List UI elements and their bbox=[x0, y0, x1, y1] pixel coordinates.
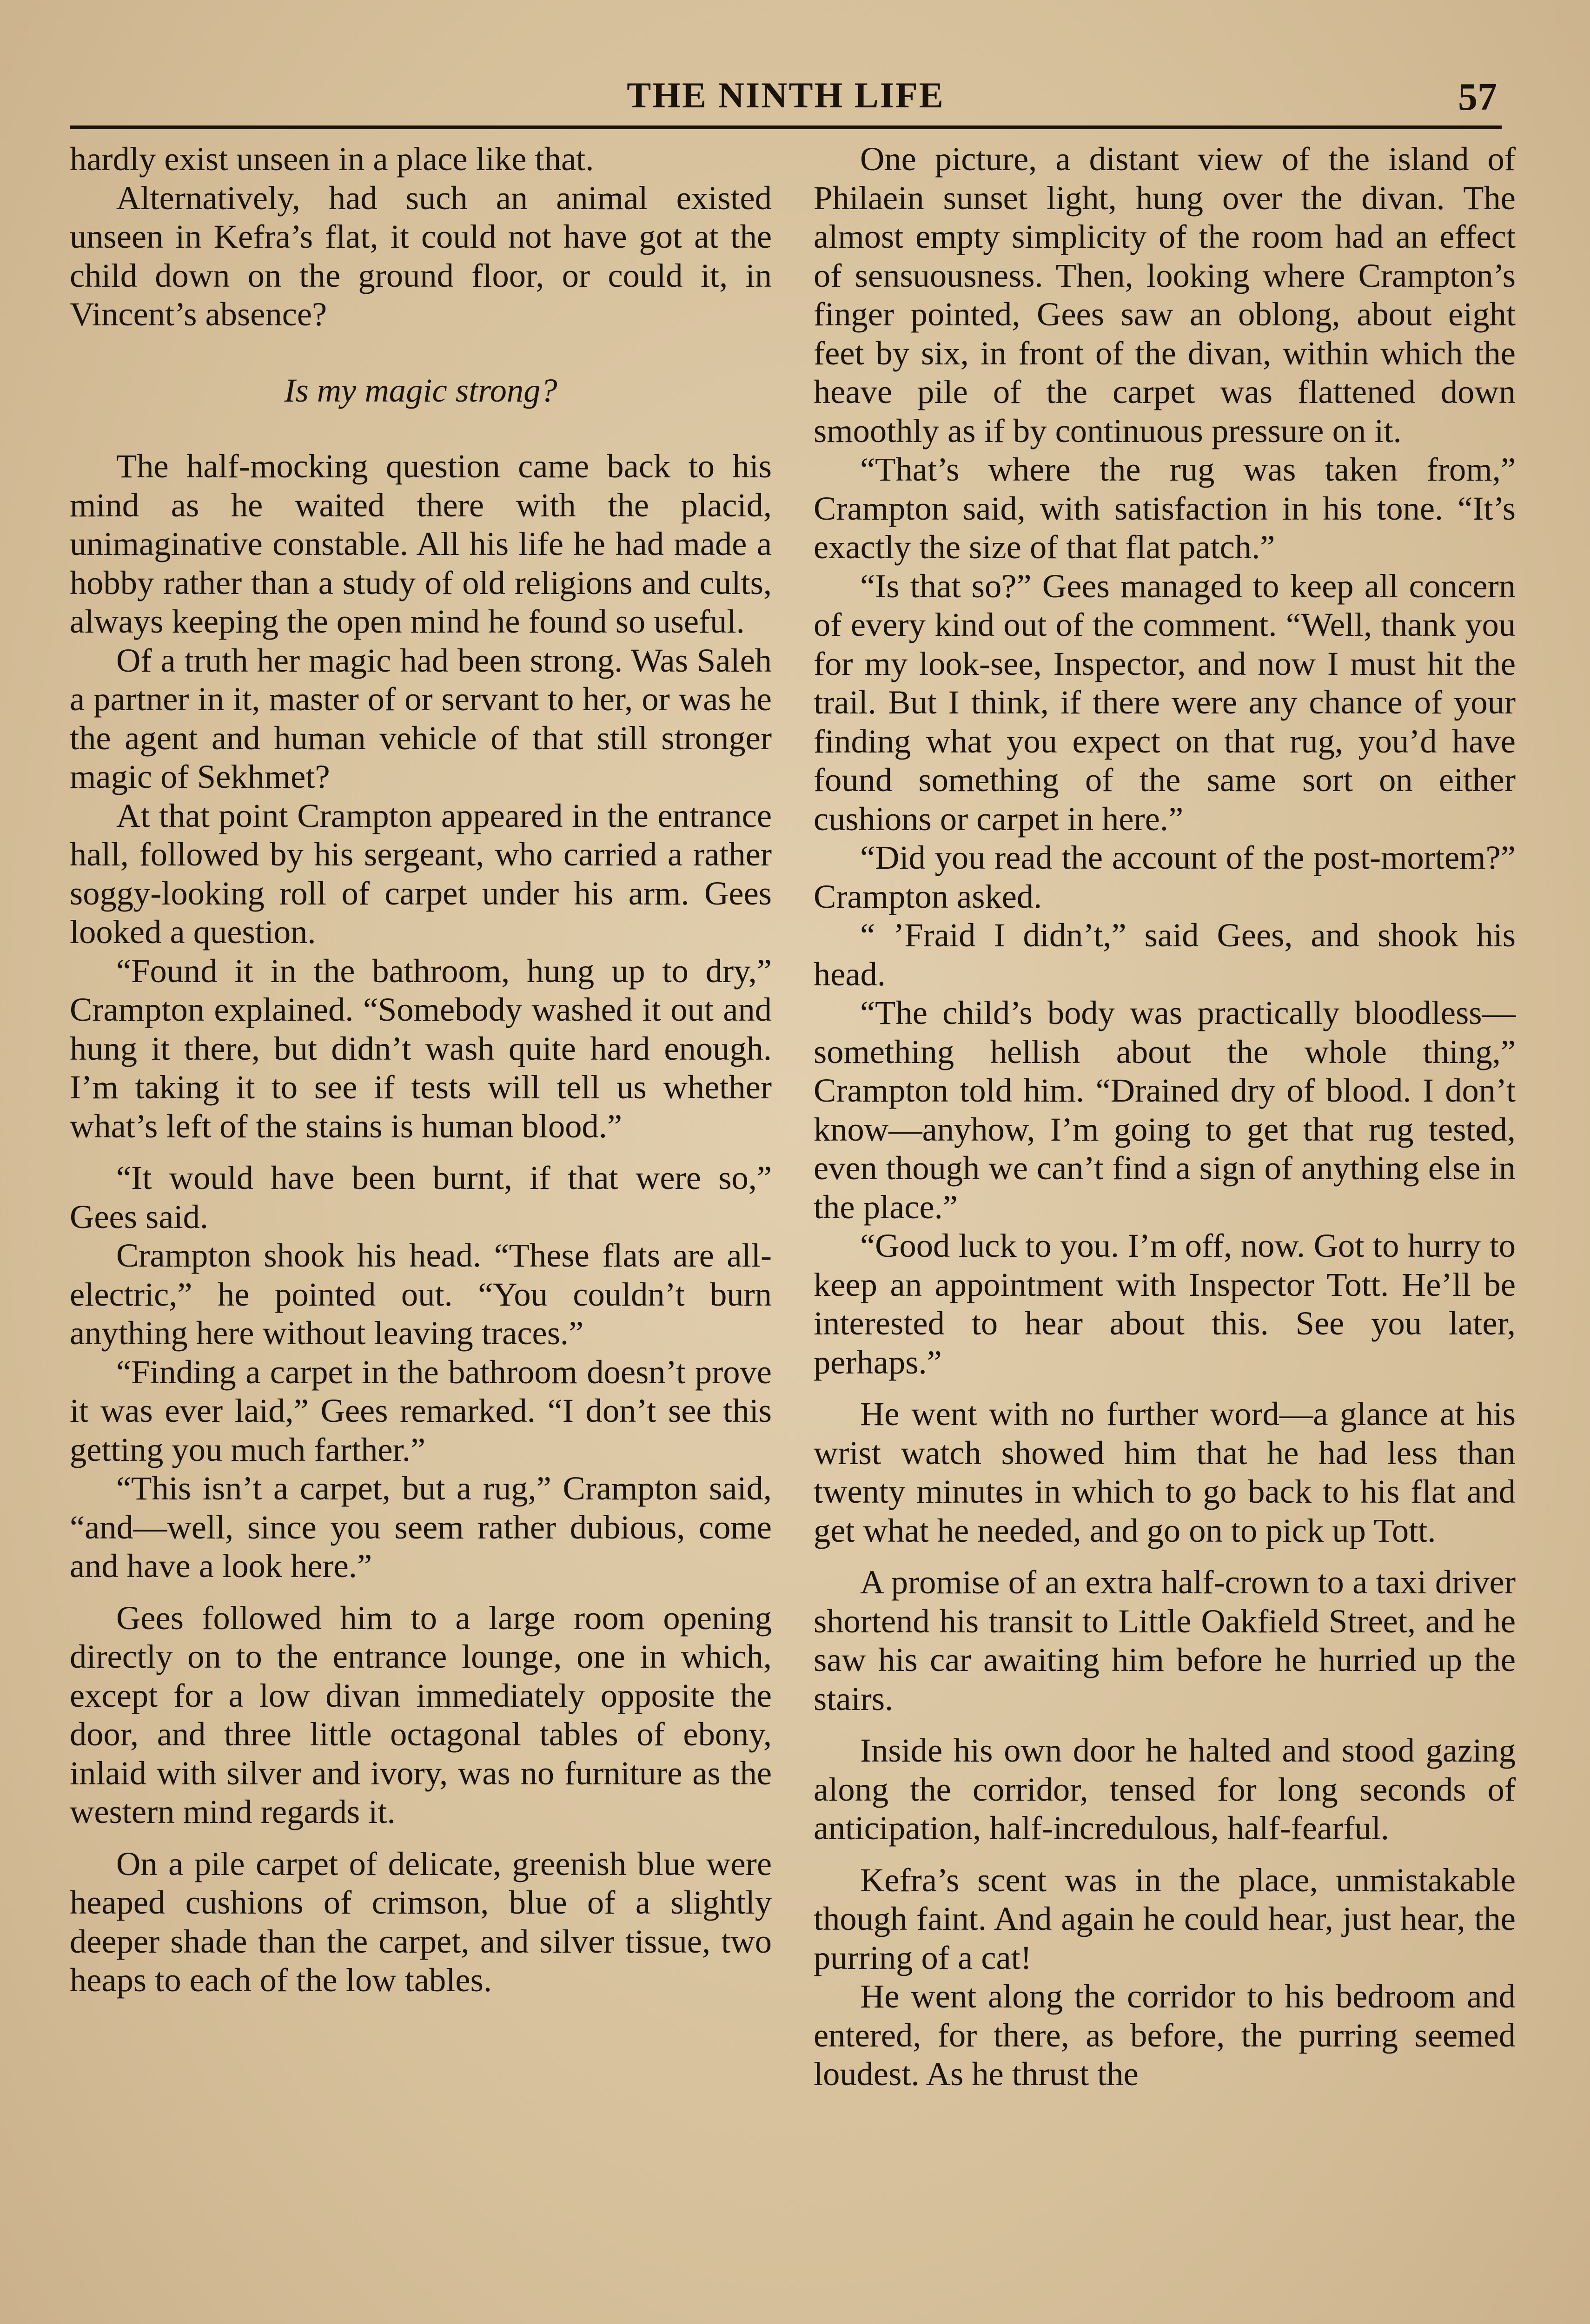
paragraph: “That’s where the rug was taken from,” Crampton said, with satisfaction in his tone. “It’s exactly the size of that flat patch.” bbox=[814, 450, 1516, 566]
paragraph: “This isn’t a carpet, but a rug,” Crampton said, “and—well, since you seem rather dubious, come and have a look here.” bbox=[70, 1469, 772, 1585]
paragraph: Kefra’s scent was in the place, unmistakable though faint. And again he could hear, just hear, the purring of a cat! bbox=[814, 1861, 1516, 1976]
paragraph: “The child’s body was practically bloodless—something hellish about the whole thing,” Crampton told him. “Drained dry of blood. I don’t know—anyhow, I’m going to get that rug tested, even though we can’t find a sign of anything else in the place.” bbox=[814, 994, 1516, 1226]
paragraph: Alternatively, had such an animal existed unseen in Kefra’s flat, it could not have got at the child down on the ground floor, or could it, in Vincent’s absence? bbox=[70, 178, 772, 333]
paragraph: “ ’Fraid I didn’t,” said Gees, and shook his head. bbox=[814, 916, 1516, 993]
paragraph: He went with no further word—a glance at his wrist watch showed him that he had less than twenty minutes in which to go back to his flat and get what he needed, and go on to pick up Tott. bbox=[814, 1395, 1516, 1549]
paragraph: Gees followed him to a large room opening directly on to the entrance lounge, one in which, except for a low divan immediately opposite the door, and three little octagonal tables of ebony, inlaid with silver and ivory, was no furniture as the western mind regards it. bbox=[70, 1598, 772, 1830]
paragraph: Inside his own door he halted and stood gazing along the corridor, tensed for long seconds of anticipation, half-incredulous, half-fearful. bbox=[814, 1731, 1516, 1847]
page-number: 57 bbox=[1458, 75, 1497, 119]
right-column bbox=[814, 139, 1516, 2093]
paragraph: Crampton shook his head. “These flats are all-electric,” he pointed out. “You couldn’t burn anything here without leaving traces.” bbox=[70, 1236, 772, 1352]
paragraph: A promise of an extra half-crown to a taxi driver shortend his transit to Little Oakfield Street, and he saw his car awaiting him before he hurried up the stairs. bbox=[814, 1563, 1516, 1717]
paragraph: “Good luck to you. I’m off, now. Got to hurry to keep an appointment with Inspector Tott. He’ll be interested to hear about this. See you later, perhaps.” bbox=[814, 1227, 1516, 1381]
running-header bbox=[70, 70, 1502, 129]
paragraph: At that point Crampton appeared in the entrance hall, followed by his sergeant, who carried a rather soggy-looking roll of carpet under his arm. Gees looked a question. bbox=[70, 796, 772, 951]
paragraph: On a pile carpet of delicate, greenish blue were heaped cushions of crimson, blue of a slightly deeper shade than the carpet, and silver tissue, two heaps to each of the low tables. bbox=[70, 1844, 772, 1999]
running-title: THE NINTH LIFE bbox=[627, 75, 945, 115]
paragraph: “Is that so?” Gees managed to keep all concern of every kind out of the comment. “Well, thank you for my look-see, Inspector, and now I must hit the trail. But I think, if there were any chance of your finding what you expect on that rug, you’d have found something of the same sort on either cushions or carpet in here.” bbox=[814, 567, 1516, 838]
paragraph: “It would have been burnt, if that were so,” Gees said. bbox=[70, 1159, 772, 1235]
paragraph: “Found it in the bathroom, hung up to dry,” Crampton explained. “Somebody washed it out and hung it there, but didn’t wash quite hard enough. I’m taking it to see if tests will tell us whether what’s left of the stains is human blood.” bbox=[70, 951, 772, 1145]
italic-quote: Is my magic strong? bbox=[284, 371, 557, 409]
paragraph: “Finding a carpet in the bathroom doesn’t prove it was ever laid,” Gees remarked. “I don’t see this getting you much farther.” bbox=[70, 1353, 772, 1468]
paragraph: Of a truth her magic had been strong. Was Saleh a partner in it, master of or servant to her, or was he the agent and human vehicle of that still stronger magic of Sekhmet? bbox=[70, 641, 772, 795]
paragraph: One picture, a distant view of the island of Philaein sunset light, hung over the divan. The almost empty simplicity of the room had an effect of sensuousness. Then, looking where Crampton’s finger pointed, Gees saw an oblong, about eight feet by six, in front of the divan, within which the heave pile of the carpet was flattened down smoothly as if by continuous pressure on it. bbox=[814, 140, 1516, 449]
paragraph: hardly exist unseen in a place like that. bbox=[70, 140, 594, 178]
left-column bbox=[70, 139, 772, 2000]
paragraph: “Did you read the account of the post-mortem?” Crampton asked. bbox=[814, 838, 1516, 915]
paragraph: He went along the corridor to his bedroom and entered, for there, as before, the purring seemed loudest. As he thrust the bbox=[814, 1977, 1516, 2093]
paragraph: The half-mocking question came back to his mind as he waited there with the placid, unimaginative constable. All his life he had made a hobby rather than a study of old religions and cults, always keeping the open mind he found so useful. bbox=[70, 447, 772, 640]
